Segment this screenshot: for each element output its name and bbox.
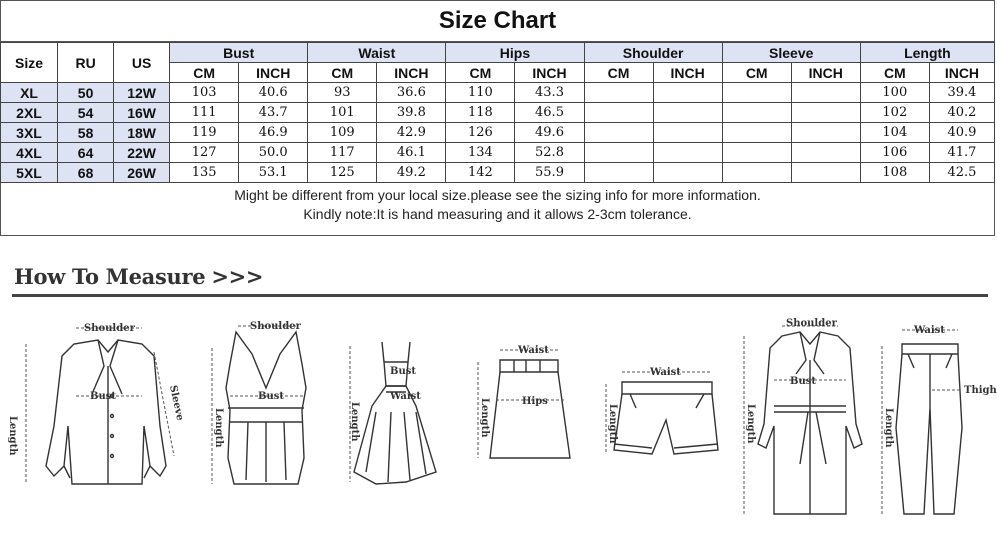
cell-us: 26W xyxy=(114,163,170,183)
unit-header: CM xyxy=(722,63,791,83)
table-cell xyxy=(584,123,653,143)
trousers-thigh-label: Thigh xyxy=(964,385,997,396)
skirt-length-label: Length xyxy=(479,398,490,438)
shorts-waist-label: Waist xyxy=(650,367,681,378)
table-cell: 46.9 xyxy=(239,123,308,143)
cell-size: 2XL xyxy=(1,103,58,123)
dress-waist-label: Waist xyxy=(390,391,421,402)
table-cell: 42.5 xyxy=(929,163,994,183)
unit-header: CM xyxy=(446,63,515,83)
trousers-diagram xyxy=(868,318,996,528)
table-cell: 39.4 xyxy=(929,83,994,103)
unit-header: CM xyxy=(170,63,239,83)
header-sleeve: Sleeve xyxy=(722,43,860,63)
table-cell: 118 xyxy=(446,103,515,123)
cell-size: XL xyxy=(1,83,58,103)
table-cell: 46.5 xyxy=(515,103,584,123)
table-cell: 40.2 xyxy=(929,103,994,123)
table-cell: 93 xyxy=(308,83,377,103)
header-bust: Bust xyxy=(170,43,308,63)
table-row xyxy=(1,143,995,163)
table-cell: 36.6 xyxy=(377,83,446,103)
cell-ru: 54 xyxy=(58,103,114,123)
table-cell: 108 xyxy=(860,163,929,183)
table-cell: 111 xyxy=(170,103,239,123)
unit-header: CM xyxy=(584,63,653,83)
table-cell xyxy=(584,103,653,123)
triple-arrow-icon: >>> xyxy=(211,264,264,289)
header-size: Size xyxy=(1,43,58,83)
header-hips: Hips xyxy=(446,43,584,63)
shorts-diagram xyxy=(596,364,726,469)
header-waist: Waist xyxy=(308,43,446,63)
dress-bust-label: Bust xyxy=(390,366,416,377)
how-to-measure-heading xyxy=(14,264,263,289)
table-cell: 42.9 xyxy=(377,123,446,143)
cell-us: 22W xyxy=(114,143,170,163)
note-line-1: Might be different from your local size.please see the sizing info for more information. xyxy=(234,187,761,203)
cell-us: 12W xyxy=(114,83,170,103)
table-cell xyxy=(791,123,860,143)
table-cell: 125 xyxy=(308,163,377,183)
dress-diagram xyxy=(336,332,446,497)
unit-header: INCH xyxy=(515,63,584,83)
table-cell xyxy=(584,83,653,103)
table-row xyxy=(1,103,995,123)
table-cell: 126 xyxy=(446,123,515,143)
table-cell xyxy=(722,103,791,123)
how-to-heading-text: How To Measure xyxy=(14,264,206,289)
vest-bust-label: Bust xyxy=(258,391,284,402)
table-row xyxy=(1,163,995,183)
header-ru: RU xyxy=(58,43,114,83)
table-cell xyxy=(722,143,791,163)
cell-size: 4XL xyxy=(1,143,58,163)
table-cell xyxy=(653,103,722,123)
blouse-sleeve-label: Sleeve xyxy=(167,384,186,422)
dress-length-label: Length xyxy=(349,402,360,442)
table-cell: 106 xyxy=(860,143,929,163)
table-cell: 39.8 xyxy=(377,103,446,123)
coat-diagram xyxy=(730,314,870,529)
table-cell: 109 xyxy=(308,123,377,143)
table-cell: 103 xyxy=(170,83,239,103)
table-cell xyxy=(791,143,860,163)
skirt-hips-label: Hips xyxy=(522,396,548,407)
unit-header: INCH xyxy=(653,63,722,83)
cell-ru: 50 xyxy=(58,83,114,103)
skirt-waist-label: Waist xyxy=(518,345,549,356)
table-cell xyxy=(722,123,791,143)
table-cell xyxy=(584,163,653,183)
table-cell: 101 xyxy=(308,103,377,123)
table-cell: 40.6 xyxy=(239,83,308,103)
header-length: Length xyxy=(860,43,994,63)
unit-header: INCH xyxy=(791,63,860,83)
table-cell: 127 xyxy=(170,143,239,163)
page-title: Size Chart xyxy=(0,0,995,42)
blouse-bust-label: Bust xyxy=(90,391,116,402)
table-cell: 40.9 xyxy=(929,123,994,143)
table-cell: 119 xyxy=(170,123,239,143)
unit-header: INCH xyxy=(239,63,308,83)
unit-header: INCH xyxy=(377,63,446,83)
heading-underline xyxy=(12,294,988,297)
skirt-diagram xyxy=(466,338,586,473)
table-cell: 43.3 xyxy=(515,83,584,103)
table-cell xyxy=(791,163,860,183)
cell-us: 16W xyxy=(114,103,170,123)
table-cell: 104 xyxy=(860,123,929,143)
blouse-length-label: Length xyxy=(7,416,18,456)
table-cell: 49.2 xyxy=(377,163,446,183)
table-cell: 134 xyxy=(446,143,515,163)
table-cell xyxy=(722,83,791,103)
table-cell xyxy=(653,123,722,143)
shorts-length-label: Length xyxy=(607,404,618,444)
table-cell: 110 xyxy=(446,83,515,103)
blouse-diagram xyxy=(7,316,194,501)
table-cell: 53.1 xyxy=(239,163,308,183)
table-cell xyxy=(653,143,722,163)
coat-bust-label: Bust xyxy=(790,376,816,387)
vest-shoulder-label: Shoulder xyxy=(250,321,301,332)
cell-ru: 58 xyxy=(58,123,114,143)
table-cell: 142 xyxy=(446,163,515,183)
blouse-shoulder-label: Shoulder xyxy=(84,323,135,334)
cell-ru: 68 xyxy=(58,163,114,183)
unit-header: CM xyxy=(860,63,929,83)
coat-shoulder-label: Shoulder xyxy=(786,318,837,329)
trousers-waist-label: Waist xyxy=(914,325,945,336)
header-shoulder: Shoulder xyxy=(584,43,722,63)
table-row xyxy=(1,83,995,103)
table-cell: 52.8 xyxy=(515,143,584,163)
table-cell: 46.1 xyxy=(377,143,446,163)
table-cell xyxy=(722,163,791,183)
notes xyxy=(0,186,995,224)
cell-size: 5XL xyxy=(1,163,58,183)
table-cell: 117 xyxy=(308,143,377,163)
vest-length-label: Length xyxy=(213,408,224,448)
table-cell: 55.9 xyxy=(515,163,584,183)
table-cell xyxy=(653,83,722,103)
table-cell xyxy=(791,103,860,123)
size-table xyxy=(0,42,995,183)
cell-size: 3XL xyxy=(1,123,58,143)
table-cell: 102 xyxy=(860,103,929,123)
coat-length-label: Length xyxy=(745,404,756,444)
unit-header: CM xyxy=(308,63,377,83)
table-cell: 41.7 xyxy=(929,143,994,163)
trousers-length-label: Length xyxy=(883,408,894,448)
table-cell: 50.0 xyxy=(239,143,308,163)
table-cell xyxy=(791,83,860,103)
table-cell xyxy=(584,143,653,163)
unit-header: INCH xyxy=(929,63,994,83)
header-us: US xyxy=(114,43,170,83)
cell-us: 18W xyxy=(114,123,170,143)
table-cell: 49.6 xyxy=(515,123,584,143)
table-cell: 135 xyxy=(170,163,239,183)
note-line-2: Kindly note:It is hand measuring and it allows 2-3cm tolerance. xyxy=(303,206,692,222)
table-cell: 100 xyxy=(860,83,929,103)
table-cell: 43.7 xyxy=(239,103,308,123)
table-row xyxy=(1,123,995,143)
table-cell xyxy=(653,163,722,183)
cell-ru: 64 xyxy=(58,143,114,163)
vest-diagram xyxy=(200,318,320,503)
